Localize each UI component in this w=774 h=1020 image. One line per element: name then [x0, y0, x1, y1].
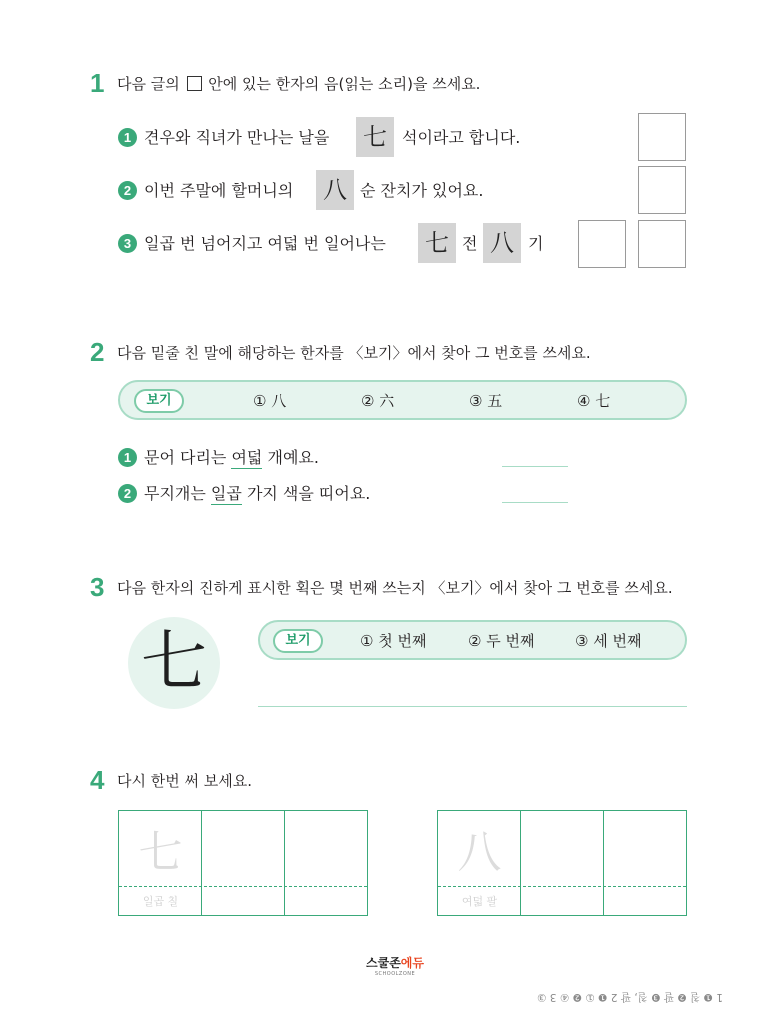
logo-sub-text: SCHOOLZONE	[374, 971, 416, 977]
q1-instruction-after: 안에 있는 한자의 음(읽는 소리)을 쓰세요.	[208, 75, 481, 93]
q2-number: 2	[90, 337, 105, 367]
q1-item2-hanja: 八	[316, 170, 354, 210]
q3-number: 3	[90, 572, 105, 602]
q2-item1-text	[144, 447, 319, 469]
q1-instruction	[117, 74, 480, 94]
q1-item2-number: 2	[118, 181, 137, 200]
q4-grid2-label: 여덟 팔	[461, 895, 498, 908]
q2-option-1: ① 八	[253, 392, 287, 410]
upside-down-answer-key: 1 ❶ 칠 ❷ 팔 ❸ 칠, 팔 2 ❶ ① ❷ ④ 3 ③	[537, 991, 723, 1003]
q3-hanja-circle	[128, 617, 220, 709]
q2-option-3: ③ 五	[469, 392, 503, 410]
q4-writing-grid-1	[118, 810, 368, 916]
q1-item3-text-after: 기	[528, 234, 544, 253]
q4-writing-grid-2	[437, 810, 687, 916]
q1-item1-text-before: 견우와 직녀가 만나는 날을	[144, 128, 330, 147]
q1-item3-text-before: 일곱 번 넘어지고 여덟 번 일어나는	[144, 234, 386, 253]
q2-bogi-label: 보기	[134, 389, 184, 413]
q2-item2-number: 2	[118, 484, 137, 503]
q2-item2-before: 무지개는	[144, 484, 206, 503]
q2-option-4: ④ 七	[577, 392, 611, 410]
q1-item2-answer-box[interactable]	[638, 166, 686, 214]
q2-item1-before: 문어 다리는	[144, 448, 227, 467]
q4-grid1-dotted-line	[119, 886, 367, 887]
q4-grid2-cell-2[interactable]	[521, 811, 604, 915]
q2-item1-after: 개예요.	[267, 448, 319, 467]
q4-instruction: 다시 한번 써 보세요.	[117, 772, 252, 790]
q2-item2-text	[144, 483, 370, 505]
q2-item2-after: 가지 색을 띠어요.	[246, 484, 371, 503]
q3-instruction: 다음 한자의 진하게 표시한 획은 몇 번째 쓰는지 〈보기〉에서 찾아 그 번호를 쓰세요.	[117, 579, 673, 597]
q1-item3-answer-box-1[interactable]	[578, 220, 626, 268]
q1-item1-text-after: 석이라고 합니다.	[402, 128, 521, 147]
q1-instruction-before: 다음 글의	[117, 75, 180, 93]
q4-grid2-dotted-line	[438, 886, 686, 887]
q1-item3-text-mid: 전	[462, 234, 478, 253]
q1-item3-number: 3	[118, 234, 137, 253]
q1-item2-text-after: 순 잔치가 있어요.	[360, 181, 484, 200]
q2-item1-number: 1	[118, 448, 137, 467]
q1-number: 1	[90, 68, 105, 98]
q3-bogi-label: 보기	[273, 629, 323, 653]
q3-hanja: 七	[141, 623, 207, 700]
q3-answer-line[interactable]	[258, 706, 687, 707]
logo-main-text: 스쿨존	[366, 956, 401, 970]
q1-item3-answer-box-2[interactable]	[638, 220, 686, 268]
q1-item1-answer-box[interactable]	[638, 113, 686, 161]
q1-item2-text-before: 이번 주말에 할머니의	[144, 181, 294, 200]
q4-number: 4	[90, 765, 105, 795]
q4-grid1-label: 일곱 칠	[142, 895, 179, 908]
q4-grid1-cell-2[interactable]	[202, 811, 285, 915]
q3-option-3: ③ 세 번째	[575, 632, 642, 650]
logo-accent-text: 에듀	[400, 956, 424, 970]
q4-grid2-trace-hanja: 八	[457, 827, 502, 878]
q2-item1-underlined-word: 여덟	[231, 448, 263, 467]
q1-item1-number: 1	[118, 128, 137, 147]
q1-item3-hanja1: 七	[418, 223, 456, 263]
q2-item2-underlined-word: 일곱	[210, 484, 242, 503]
q2-instruction: 다음 밑줄 친 말에 해당하는 한자를 〈보기〉에서 찾아 그 번호를 쓰세요.	[117, 344, 591, 362]
q1-item1-hanja: 七	[356, 117, 394, 157]
q2-option-2: ② 六	[361, 392, 395, 410]
square-box-icon	[187, 76, 202, 91]
q2-item2-answer-line[interactable]	[502, 502, 568, 503]
q3-option-1: ① 첫 번째	[360, 632, 427, 650]
q4-grid1-trace-hanja: 七	[138, 827, 183, 878]
publisher-logo	[350, 956, 440, 986]
q2-item1-answer-line[interactable]	[502, 466, 568, 467]
q3-option-2: ② 두 번째	[468, 632, 535, 650]
q1-item3-hanja2: 八	[483, 223, 521, 263]
